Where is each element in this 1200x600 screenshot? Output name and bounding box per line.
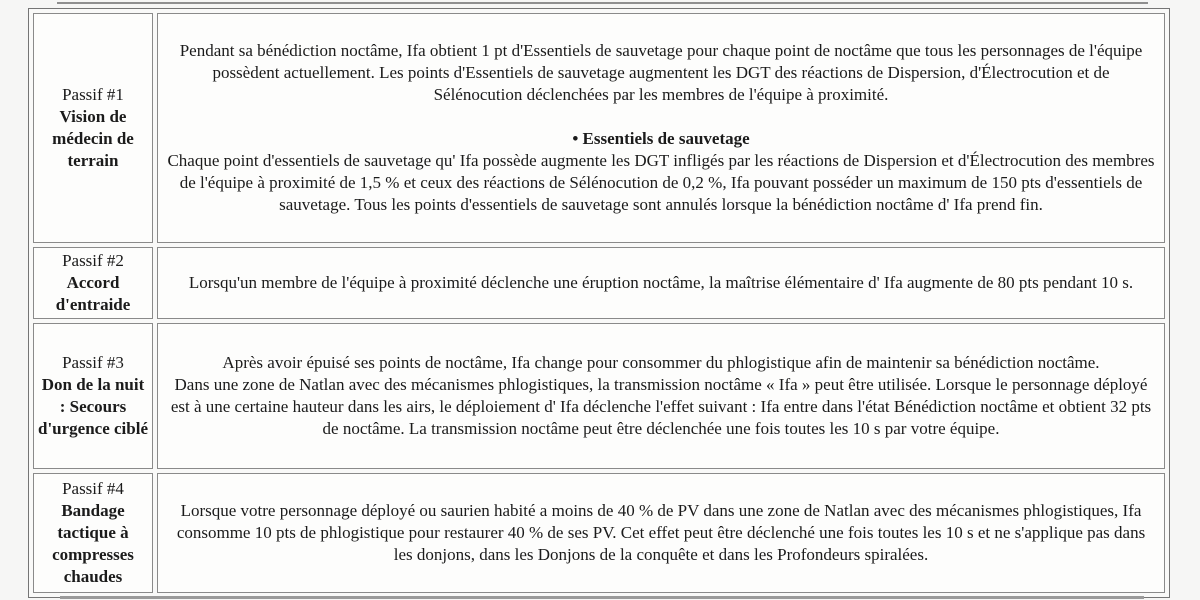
passive-id: Passif #2 — [62, 251, 124, 270]
passive-2-description-cell — [157, 247, 1165, 319]
table-row — [33, 473, 1165, 593]
passive-id: Passif #4 — [62, 479, 124, 498]
passive-4-description-cell — [157, 473, 1165, 593]
description-paragraph: Chaque point d'essentiels de sauvetage qu' Ifa possède augmente les DGT infligés par les réactions de Dispersion et d'Électrocution des membres de l'équipe à proximité de 1,5 % et ceux des réactions de Sélénocution de 0,2 %, Ifa pouvant posséder un maximum de 150 pts d'essentiels de sauvetage. Tous les points d'essentiels de sauvetage sont annulés lorsque la bénédiction noctâme d' Ifa prend fin. — [167, 151, 1155, 214]
description-paragraph: Après avoir épuisé ses points de noctâme, Ifa change pour consommer du phlogistique afin de maintenir sa bénédiction noctâme. — [222, 353, 1100, 372]
previous-row-cut-edge — [57, 2, 1148, 4]
table-row — [33, 13, 1165, 243]
description-paragraph: Dans une zone de Natlan avec des mécanismes phlogistiques, la transmission noctâme « Ifa » peut être utilisée. Lorsque le personnage déployé est à une certaine hauteur dans les airs, le déploiement d' Ifa déclenche l'effet suivant : Ifa entre dans l'état Bénédiction noctâme et obtient 32 pts de noctâme. La transmission noctâme peut être déclenchée une fois toutes les 10 s par votre équipe. — [170, 375, 1152, 438]
description-paragraph: Lorsque votre personnage déployé ou saurien habité a moins de 40 % de PV dans une zone de Natlan avec des mécanismes phlogistiques, Ifa consomme 10 pts de phlogistique pour restaurer 40 % de ses PV. Cet effet peut être déclenché une fois toutes les 10 s et ne s'applique pas dans les donjons, dans les Donjons de la conquête et dans les Profondeurs spiralées. — [176, 501, 1146, 564]
passives-table — [28, 8, 1170, 598]
blank-line — [166, 106, 1156, 128]
table-row — [33, 247, 1165, 319]
passive-2-label-cell — [33, 247, 153, 319]
passive-name: Bandage tactique à compresses chaudes — [52, 501, 134, 586]
passive-3-description-cell — [157, 323, 1165, 469]
next-row-cut-edge — [60, 596, 1144, 599]
passive-name: Don de la nuit : Secours d'urgence ciblé — [37, 375, 148, 438]
passive-name: Accord d'entraide — [55, 273, 131, 314]
bullet-heading: • Essentiels de sauvetage — [572, 129, 750, 148]
description-paragraph: Lorsqu'un membre de l'équipe à proximité déclenche une éruption noctâme, la maîtrise élémentaire d' Ifa augmente de 80 pts pendant 10 s. — [188, 273, 1134, 292]
passive-3-label-cell — [33, 323, 153, 469]
passive-name: Vision de médecin de terrain — [52, 107, 134, 170]
passive-id: Passif #1 — [62, 85, 124, 104]
passive-4-label-cell — [33, 473, 153, 593]
table-row — [33, 323, 1165, 469]
description-paragraph: Pendant sa bénédiction noctâme, Ifa obtient 1 pt d'Essentiels de sauvetage pour chaque point de noctâme que tous les personnages de l'équipe possèdent actuellement. Les points d'Essentiels de sauvetage augmentent les DGT des réactions de Dispersion, d'Électrocution et de Sélénocution déclenchées par les membres de l'équipe à proximité. — [179, 41, 1143, 104]
passive-1-description-cell — [157, 13, 1165, 243]
passive-1-label-cell — [33, 13, 153, 243]
passive-id: Passif #3 — [62, 353, 124, 372]
